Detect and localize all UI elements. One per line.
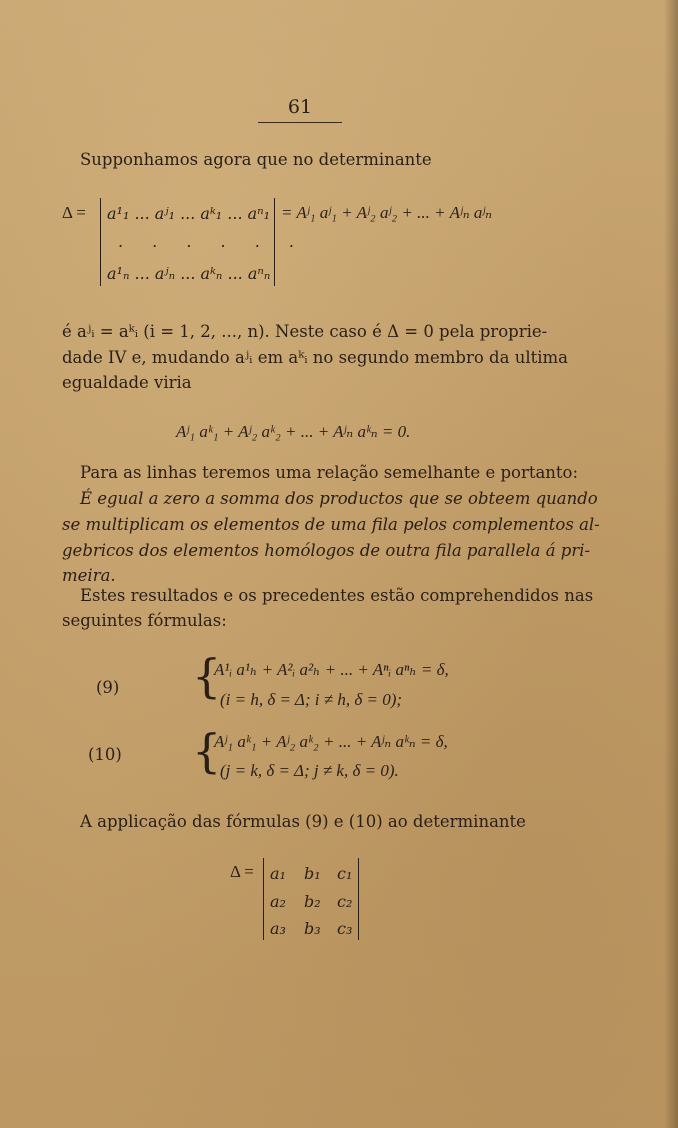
formula9-label: (9): [96, 678, 120, 697]
para4-line: A applicação das fórmulas (9) e (10) ao determinante: [80, 812, 526, 831]
theorem-line-2: se multiplicam os elementos de uma fila pelos complementos al-: [62, 515, 600, 534]
det2-cell: c₁: [337, 864, 353, 883]
formula10-label: (10): [88, 745, 122, 764]
para1-line-2: dade IV e, mudando aʲᵢ em aᵏᵢ no segundo membro da ultima: [62, 348, 568, 367]
para3-line-2: seguintes fórmulas:: [62, 611, 227, 630]
intro-line: Supponhamos agora que no determinante: [80, 150, 432, 169]
det1-dots-row: . . . . . .: [118, 232, 306, 251]
det2-cell: c₂: [337, 892, 353, 911]
formula9-line-2: (i = h, δ = Δ; i ≠ h, δ = 0);: [220, 690, 403, 709]
header-rule: [258, 122, 342, 123]
det1-row-n: a¹ₙ ... aʲₙ ... aᵏₙ ... aⁿₙ: [107, 264, 271, 283]
formula9-line-1: A¹ᵢ a¹ₕ + A²ᵢ a²ₕ + ... + Aⁿᵢ aⁿₕ = δ,: [214, 660, 449, 679]
para1-line-1: é aʲᵢ = aᵏᵢ (i = 1, 2, ..., n). Neste caso é Δ = 0 pela proprie-: [62, 322, 548, 341]
para1-line-3: egualdade viria: [62, 373, 192, 392]
det2-cell: b₃: [304, 919, 321, 938]
det2-cell: c₃: [337, 919, 353, 938]
det2-cell: a₂: [270, 892, 286, 911]
formula10-brace: {: [192, 724, 222, 778]
det2-left-bar: [263, 858, 264, 940]
det2-cell: b₂: [304, 892, 321, 911]
page-number: 61: [287, 96, 313, 118]
det2-cell: a₁: [270, 864, 286, 883]
para3-line-1: Estes resultados e os precedentes estão comprehendidos nas: [80, 586, 594, 605]
formula10-line-2: (j = k, δ = Δ; j ≠ k, δ = 0).: [220, 761, 399, 780]
theorem-line-1: É egual a zero a somma dos productos que se obteem quando: [80, 489, 598, 508]
det1-left-bar: [100, 198, 101, 286]
theorem-line-3: gebricos dos elementos homólogos de outra fila parallela á pri-: [62, 541, 591, 560]
equation-result: Aʲ₁ aᵏ₁ + Aʲ₂ aᵏ₂ + ... + Aʲₙ aᵏₙ = 0.: [176, 422, 411, 441]
formula10-line-1: Aʲ₁ aᵏ₁ + Aʲ₂ aᵏ₂ + ... + Aʲₙ aᵏₙ = δ,: [214, 732, 448, 751]
det2-lhs: Δ =: [230, 862, 254, 881]
det1-lhs: Δ =: [62, 203, 86, 222]
det2-cell: a₃: [270, 919, 286, 938]
formula9-brace: {: [192, 649, 222, 703]
det2-cell: b₁: [304, 864, 321, 883]
det1-row-1: a¹₁ ... aʲ₁ ... aᵏ₁ ... aⁿ₁: [107, 204, 271, 223]
para2-line: Para as linhas teremos uma relação semelhante e portanto:: [80, 463, 579, 482]
theorem-line-4: meira.: [62, 566, 116, 585]
det2-right-bar: [358, 858, 359, 940]
page-edge-shadow: [664, 0, 678, 1128]
det1-rhs: = Aʲ₁ aʲ₁ + Aʲ₂ aʲ₂ + ... + Aʲₙ aʲₙ: [281, 203, 493, 222]
